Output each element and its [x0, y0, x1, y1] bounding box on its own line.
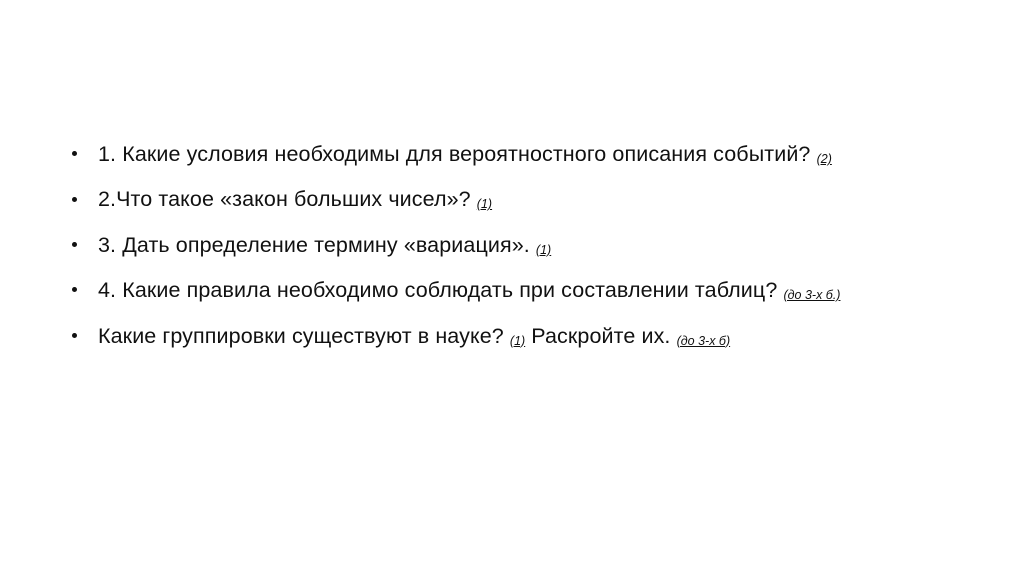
bullet-dot-icon — [72, 242, 77, 247]
points-note: (1) — [476, 197, 493, 212]
question-text: 3. Дать определение термину «вариация». — [98, 232, 530, 257]
points-note: (2) — [816, 152, 832, 166]
points-note: (1) — [509, 333, 526, 348]
list-item — [70, 140, 950, 168]
points-note: (1) — [535, 242, 552, 257]
question-text: 2.Что такое «закон больших чисел»? — [98, 187, 471, 212]
list-item — [70, 276, 950, 304]
bullet-dot-icon — [72, 287, 77, 292]
points-note-secondary: (до 3-х б) — [676, 333, 731, 348]
question-list — [70, 140, 950, 350]
question-text: 1. Какие условия необходимы для вероятностного описания событий? — [98, 142, 811, 166]
points-note: (до 3-х б.) — [783, 288, 841, 303]
question-text: 4. Какие правила необходимо соблюдать при составлении таблиц? — [98, 278, 778, 303]
question-text: Какие группировки существуют в науке? — [98, 323, 504, 348]
bullet-dot-icon — [72, 151, 77, 156]
bullet-dot-icon — [72, 197, 77, 202]
list-item — [70, 231, 950, 259]
question-text-continued: Раскройте их. — [531, 323, 671, 348]
list-item — [70, 185, 950, 213]
list-item — [70, 322, 950, 350]
bullet-dot-icon — [72, 333, 77, 338]
